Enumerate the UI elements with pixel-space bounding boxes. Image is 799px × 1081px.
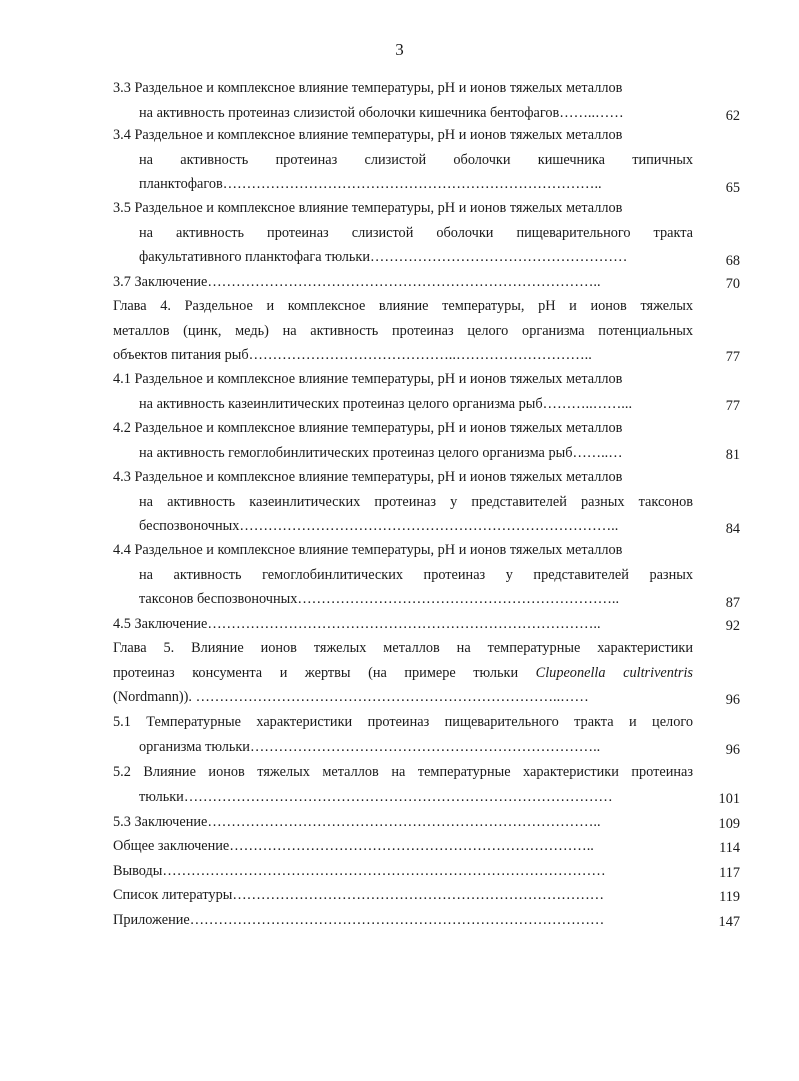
toc-line: факультативного планктофага тюльки……………………………………………… (139, 249, 628, 265)
toc-line: 4.5 Заключение……………………………………………………………………….. (113, 616, 601, 632)
toc-page-number: 70 (725, 276, 740, 292)
toc-line: объектов питания рыб……………………………………..……………………….. (113, 347, 592, 363)
toc-line: на активность казеинлитических протеиназ у представителей разных таксонов (139, 493, 693, 510)
toc-page-number: 96 (725, 692, 740, 708)
toc-page-number: 77 (725, 349, 740, 365)
toc-line: 5.1 Температурные характеристики протеиназ пищеварительного тракта и целого (113, 714, 693, 730)
toc-page-number: 87 (725, 595, 740, 611)
toc-page-number: 147 (718, 914, 740, 930)
toc-line: 3.4 Раздельное и комплексное влияние температуры, pH и ионов тяжелых металлов (113, 127, 623, 143)
toc-entry-general-conclusion[interactable] (113, 834, 693, 859)
toc-entry-3-7[interactable] (113, 270, 693, 295)
toc-entry-conclusions[interactable] (113, 859, 693, 884)
toc-line: тюльки……………………………………………………………………………… (139, 788, 613, 805)
toc-entry-4-4[interactable] (113, 538, 693, 612)
toc-entry-4-5[interactable] (113, 612, 693, 637)
toc-line: на активность протеиназ слизистой оболочки кишечника типичных (139, 151, 693, 168)
toc-line: 3.5 Раздельное и комплексное влияние температуры, pH и ионов тяжелых металлов (113, 200, 623, 216)
toc-line: беспозвоночных…………………………………………………………………….. (139, 518, 619, 534)
toc-line (113, 661, 693, 686)
toc-line: 4.4 Раздельное и комплексное влияние температуры, pH и ионов тяжелых металлов (113, 542, 623, 558)
toc-page-number: 101 (718, 791, 740, 807)
toc-entry-4-2[interactable] (113, 416, 693, 465)
toc-page-number: 114 (719, 840, 740, 856)
toc-line: на активность гемоглобинлитических протеиназ целого организма рыб……..… (139, 444, 623, 461)
toc-page-number: 117 (719, 865, 740, 881)
toc-line: таксонов беспозвоночных………………………………………………………….. (139, 591, 620, 607)
page-number: 3 (395, 40, 404, 59)
toc-line: планктофагов…………………………………………………………………….. (139, 176, 602, 192)
toc-entry-3-5[interactable] (113, 196, 693, 270)
toc-page-number: 96 (725, 742, 740, 758)
toc-line: 3.3 Раздельное и комплексное влияние температуры, pH и ионов тяжелых металлов (113, 80, 623, 96)
toc-line: (Nordmann)). …………………………………………………………………..…… (113, 689, 589, 705)
toc-line: Выводы………………………………………………………………………………… (113, 863, 606, 879)
toc-line: организма тюльки……………………………………………………………….. (139, 738, 601, 755)
toc-entry-3-4[interactable] (113, 123, 693, 197)
toc-entry-4-1[interactable] (113, 367, 693, 416)
toc-line: Глава 5. Влияние ионов тяжелых металлов на температурные характеристики (113, 640, 693, 656)
toc-line: 4.3 Раздельное и комплексное влияние температуры, pH и ионов тяжелых металлов (113, 469, 623, 485)
toc-page-number: 77 (725, 398, 740, 414)
toc-page-number: 62 (725, 108, 740, 124)
toc-line: Общее заключение………………………………………………………………….. (113, 838, 594, 854)
toc-page-number: 84 (725, 521, 740, 537)
toc-entry-5-1[interactable] (113, 710, 693, 759)
toc-page-number: 119 (719, 889, 740, 905)
toc-entry-appendix[interactable] (113, 908, 693, 933)
toc-entry-5-3[interactable] (113, 810, 693, 835)
toc-page-number: 65 (725, 180, 740, 196)
toc-line: 4.2 Раздельное и комплексное влияние температуры, pH и ионов тяжелых металлов (113, 420, 623, 436)
toc-page-number: 81 (725, 447, 740, 463)
toc-line-text: протеиназ консумента и жертвы (на примере тюльки (113, 664, 536, 681)
toc-line: на активность протеиназ слизистой оболочки пищеварительного тракта (139, 224, 693, 241)
toc-line: на активность казеинлитических протеиназ целого организма рыб………..……... (139, 395, 633, 412)
toc-entry-3-3[interactable] (113, 76, 693, 125)
species-name: Clupeonella cultriventris (535, 664, 693, 681)
toc-page-number: 68 (725, 253, 740, 269)
toc-line: Глава 4. Раздельное и комплексное влияние температуры, pH и ионов тяжелых (113, 298, 693, 314)
toc-page-number: 109 (718, 816, 740, 832)
toc-line: на активность протеиназ слизистой оболочки кишечника бентофагов……..…… (139, 104, 624, 121)
toc-line: металлов (цинк, медь) на активность протеиназ целого организма потенциальных (113, 322, 693, 339)
toc-page-number: 92 (725, 618, 740, 634)
toc-line: 5.2 Влияние ионов тяжелых металлов на температурные характеристики протеиназ (113, 764, 693, 780)
toc-line: 4.1 Раздельное и комплексное влияние температуры, pH и ионов тяжелых металлов (113, 371, 623, 387)
toc-line: 5.3 Заключение……………………………………………………………………….. (113, 814, 601, 830)
toc-entry-references[interactable] (113, 883, 693, 908)
toc-line: Приложение…………………………………………………………………………… (113, 912, 605, 928)
toc-line: 3.7 Заключение……………………………………………………………………….. (113, 274, 601, 290)
toc-entry-chapter-4[interactable] (113, 294, 693, 368)
toc-line: Список литературы…………………………………………………………………… (113, 887, 605, 903)
toc-entry-5-2[interactable] (113, 760, 693, 809)
toc-entry-4-3[interactable] (113, 465, 693, 539)
toc-line: на активность гемоглобинлитических протеиназ у представителей разных (139, 566, 693, 583)
toc-entry-chapter-5[interactable] (113, 636, 693, 710)
